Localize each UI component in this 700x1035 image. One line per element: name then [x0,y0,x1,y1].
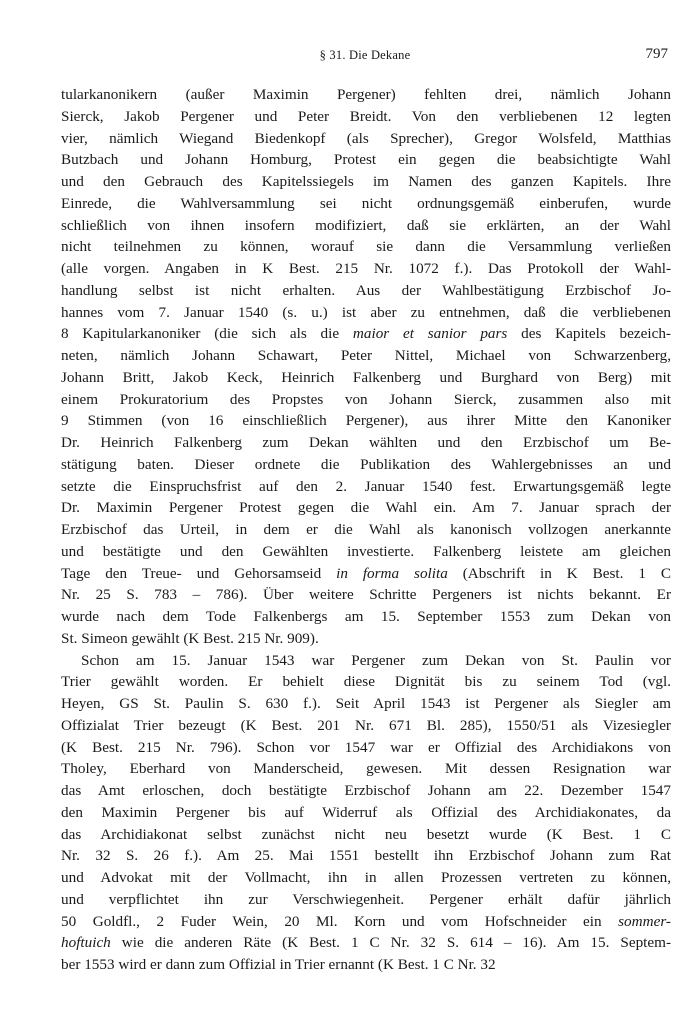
text-run: des Kapitels bezeich- [507,325,671,343]
text-line [61,737,671,759]
text-line [61,954,671,976]
text-run: (Abschrift in K Best. 1 C [447,564,671,582]
text-run: wie die anderen Räte (K Best. 1 C Nr. 32 S. 614 – 16). Am 15. Septem- [110,934,671,952]
text-line [61,497,671,519]
latin-phrase: hoftuich [61,934,111,952]
text-line [61,628,671,650]
text-line [61,845,671,867]
text-run: Tage den Treue- und Gehorsamseid [61,564,337,582]
latin-phrase: in forma solita [336,564,448,582]
text-line [61,802,671,824]
text-run: einem Prokuratorium des Propstes von Johann Sierck, zusammen also mit [61,390,671,408]
text-run: und den Gebrauch des Kapitelssiegels im Namen des ganzen Kapitels. Ihre [61,173,671,190]
text-line [61,171,671,193]
text-line [61,410,671,432]
latin-phrase: maior et sanior pars [352,325,508,343]
text-line [61,149,671,171]
text-line [61,193,671,215]
text-run: handlung selbst ist nicht erhalten. Aus der Wahlbestätigung Erzbischof Jo- [61,281,671,299]
text-run: Dr. Heinrich Falkenberg zum Dekan wählten und den Erzbischof um Be- [61,434,671,451]
text-run: das Archidiakonat selbst zunächst nicht neu besetzt wurde (K Best. 1 C [61,825,671,843]
text-run: hannes vom 7. Januar 1540 (s. u.) ist aber zu entnehmen, daß die verbliebenen [61,303,671,321]
text-run: das Amt erloschen, doch bestätigte Erzbischof Johann am 22. Dezember 1547 [61,782,671,799]
text-line [61,258,671,280]
text-run: Johann Britt, Jakob Keck, Heinrich Falkenberg und Burghard von Berg) mit [61,368,671,386]
running-head [60,46,670,66]
text-run: Heyen, GS St. Paulin S. 630 f.). Seit April 1543 ist Pergener als Siegler am [61,695,671,712]
text-line [61,911,671,933]
text-line [61,345,671,367]
text-run: schließlich von ihnen insofern modifiziert, daß sie erklärten, an der Wahl [61,216,671,234]
text-run: Schon am 15. Januar 1543 war Pergener zum Dekan von St. Paulin vor [81,651,671,669]
text-run: nicht teilnehmen zu können, worauf sie dann die Versammlung verließen [61,238,671,256]
running-head-title: § 31. Die Dekane [319,48,411,62]
text-run: Nr. 25 S. 783 – 786). Über weitere Schritte Pergeners ist nichts bekannt. Er [61,586,671,604]
text-run: Erzbischof das Urteil, in dem er die Wahl als kanonisch vollzogen anerkannte [61,521,671,538]
text-run: Dr. Maximin Pergener Protest gegen die Wahl ein. Am 7. Januar sprach der [61,499,671,517]
text-line [61,215,671,237]
text-line [61,671,671,693]
text-run: (alle vorgen. Angaben in K Best. 215 Nr. 1072 f.). Das Protokoll der Wahl- [61,260,671,277]
text-run: (K Best. 215 Nr. 796). Schon vor 1547 war er Offizial des Archidiakons von [61,738,671,756]
text-line [61,932,671,954]
text-line [61,693,671,715]
text-line [61,389,671,411]
text-line [61,715,671,737]
text-run: vier, nämlich Wiegand Biedenkopf (als Sprecher), Gregor Wolsfeld, Matthias [61,129,671,147]
text-line [61,476,671,498]
text-line [61,454,671,476]
text-line [61,519,671,541]
text-line [61,650,671,672]
text-run: setzte die Einspruchsfrist auf den 2. Januar 1540 fest. Erwartungsgemäß legte [61,477,671,495]
text-run: den Maximin Pergener bis auf Widerruf als Offizial des Archidiakonates, da [61,803,671,821]
text-line [61,541,671,563]
text-line [61,563,671,585]
text-line [61,584,671,606]
text-line [61,106,671,128]
text-run: und bestätigte und den Gewählten investierte. Falkenberg leistete am gleichen [61,542,671,560]
text-run: Einrede, die Wahlversammlung sei nicht ordnungsgemäß einberufen, wurde [61,194,671,212]
body-text [61,84,671,976]
text-run: und verpflichtet ihn zur Verschwiegenheit. Pergener erhält dafür jährlich [61,890,671,908]
text-run: Offizialat Trier bezeugt (K Best. 201 Nr. 671 Bl. 285), 1550/51 als Vizesiegler [61,716,671,734]
text-line [61,889,671,911]
text-run: Butzbach und Johann Homburg, Protest ein gegen die beabsichtigte Wahl [61,151,671,169]
text-run: stätigung baten. Dieser ordnete die Publikation des Wahlergebnisses an und [61,455,671,473]
latin-phrase: sommer- [618,912,671,930]
text-line [61,236,671,258]
text-run: 8 Kapitularkanoniker (die sich als die [61,325,353,343]
text-run: wurde nach dem Tode Falkenbergs am 15. September 1553 zum Dekan von [61,608,671,625]
text-line [61,867,671,889]
text-line [61,432,671,454]
text-line [61,367,671,389]
text-line [61,780,671,802]
text-run: 9 Stimmen (von 16 einschließlich Pergener), aus ihrer Mitte den Kanoniker [61,412,671,430]
text-line [61,323,671,345]
text-line [61,302,671,324]
text-line [61,758,671,780]
text-line [61,280,671,302]
text-run: 50 Goldfl., 2 Fuder Wein, 20 Ml. Korn und vom Hofschneider ein [61,912,619,930]
text-run: tularkanonikern (außer Maximin Pergener) fehlten drei, nämlich Johann [61,86,671,103]
text-run: ber 1553 wird er dann zum Offizial in Trier ernannt (K Best. 1 C Nr. 32 [61,956,496,973]
text-run: Nr. 32 S. 26 f.). Am 25. Mai 1551 bestellt ihn Erzbischof Johann zum Rat [61,847,671,865]
text-run: Trier gewählt worden. Er behielt diese Dignität bis zu seinem Tod (vgl. [61,673,671,691]
text-run: Tholey, Eberhard von Manderscheid, gewesen. Mit dessen Resignation war [61,760,671,778]
text-run: neten, nämlich Johann Schawart, Peter Nittel, Michael von Schwarzenberg, [61,347,671,364]
text-line [61,824,671,846]
text-run: und Advokat mit der Vollmacht, ihn in allen Prozessen vertreten zu können, [61,869,671,886]
text-line [61,606,671,628]
text-line [61,128,671,150]
page-number: 797 [645,46,668,62]
text-run: Sierck, Jakob Pergener und Peter Breidt. Von den verbliebenen 12 legten [61,107,671,125]
text-run: St. Simeon gewählt (K Best. 215 Nr. 909). [61,629,319,647]
text-line [61,84,671,106]
